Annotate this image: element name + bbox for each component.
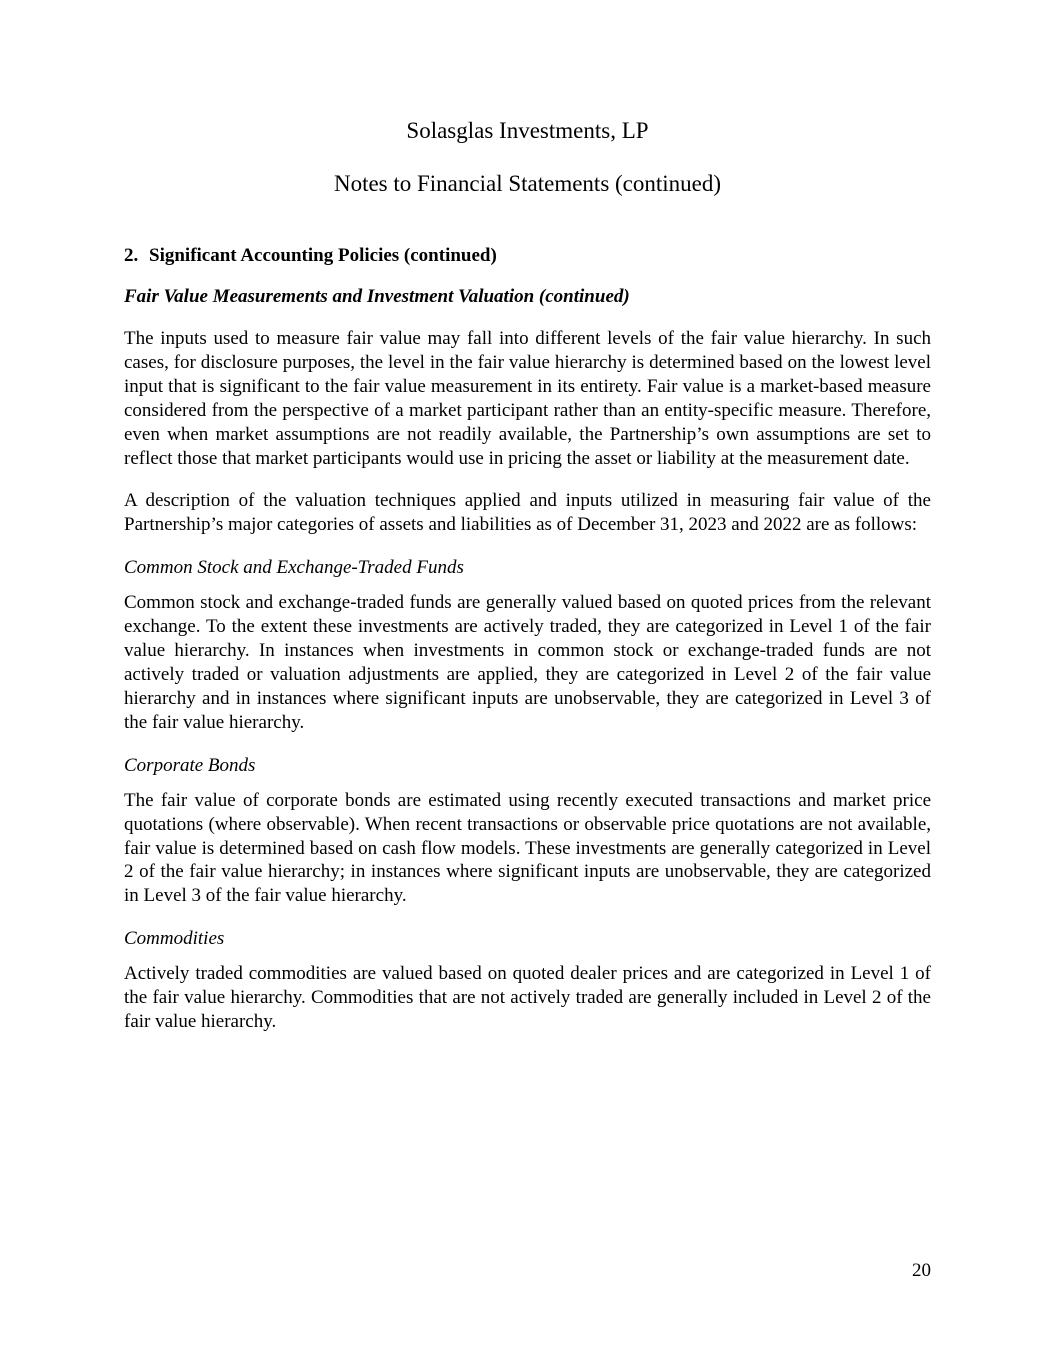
paragraph-valuation-techniques: A description of the valuation techniques applied and inputs utilized in measuring fair value of the Partnership’s major categories of assets and liabilities as of December 31, 2023 and 2022 are as follows: [124, 490, 931, 536]
document-title: Notes to Financial Statements (continued) [333, 171, 722, 196]
paragraph-commodities: Actively traded commodities are valued based on quoted dealer prices and are categorized in Level 1 of the fair value hierarchy. Commodities that are not actively traded are generally included in Level 2 of the fair value hierarchy. [124, 963, 931, 1033]
topic-heading-common-stock: Common Stock and Exchange-Traded Funds [124, 557, 464, 579]
topic-heading-commodities: Commodities [124, 928, 225, 950]
section-heading [124, 244, 931, 268]
topic-heading-corporate-bonds: Corporate Bonds [124, 754, 256, 776]
paragraph-corporate-bonds: The fair value of corporate bonds are estimated using recently executed transactions and market price quotations (where observable). When recent transactions or observable price quotations are not available, fair value is determined based on cash flow models. These investments are generally categorized in Level 2 of the fair value hierarchy; in instances where significant inputs are unobservable, they are categorized in Level 3 of the fair value hierarchy. [124, 789, 931, 907]
section-title: Significant Accounting Policies (continued) [149, 245, 497, 266]
paragraph-common-stock: Common stock and exchange-traded funds are generally valued based on quoted prices from the relevant exchange. To the extent these investments are actively traded, they are categorized in Level 1 of the fair value hierarchy. In instances when investments in common stock or exchange-traded funds are not actively traded or valuation adjustments are applied, they are categorized in Level 2 of the fair value hierarchy and in instances where significant inputs are unobservable, they are categorized in Level 3 of the fair value hierarchy. [124, 592, 931, 733]
page-number: 20 [912, 1260, 931, 1281]
paragraph-fair-value-inputs: The inputs used to measure fair value may fall into different levels of the fair value hierarchy. In such cases, for disclosure purposes, the level in the fair value hierarchy is determined based on the lowest level input that is significant to the fair value measurement in its entirety. Fair value is a market-based measure considered from the perspective of a market participant rather than an entity-specific measure. Therefore, even when market assumptions are not readily available, the Partnership’s own assumptions are set to reflect those that market participants would use in pricing the asset or liability at the measurement date. [124, 328, 931, 469]
subsection-title: Fair Value Measurements and Investment Valuation (continued) [124, 286, 630, 307]
section-number: 2. [124, 245, 139, 266]
content-body [124, 244, 931, 1053]
company-name: Solasglas Investments, LP [406, 118, 649, 143]
